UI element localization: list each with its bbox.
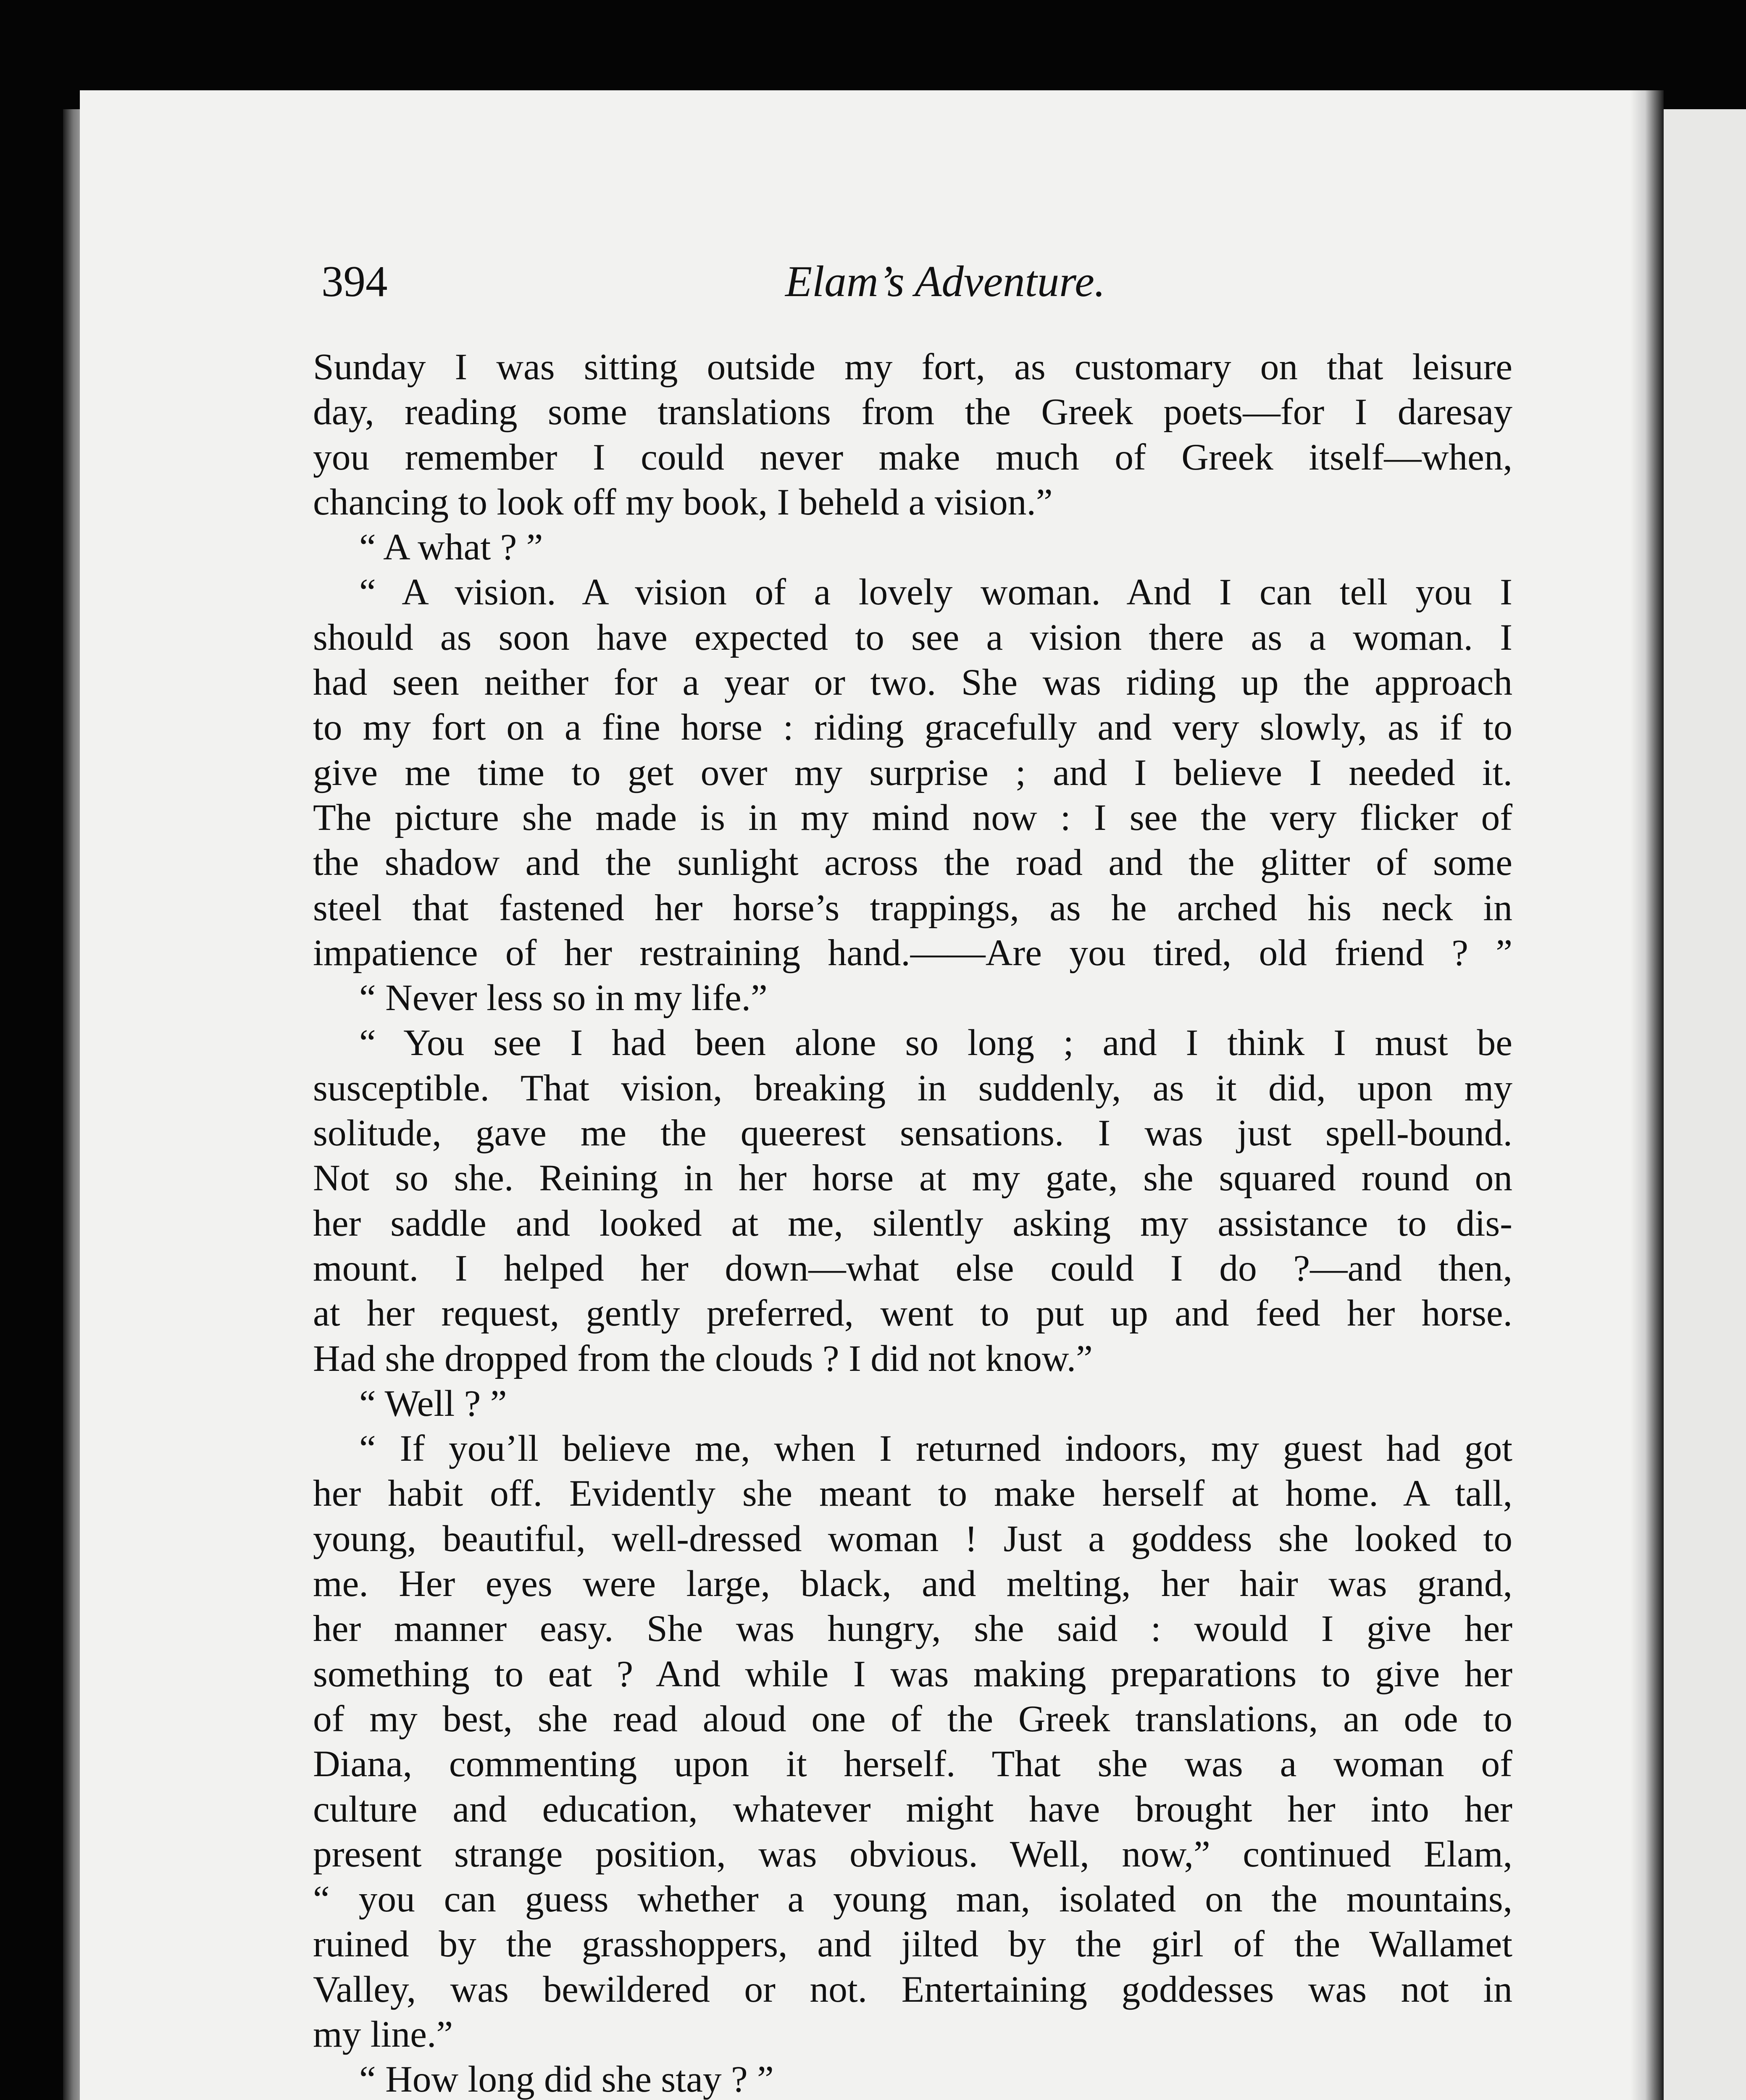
body-text (313, 344, 1512, 2100)
text-line: at her request, gently preferred, went to put up and feed her horse. (313, 1292, 1512, 1334)
running-title: Elam’s Adventure. (785, 257, 1106, 306)
text-line: impatience of her restraining hand.——Are you tired, old friend ? ” (313, 932, 1512, 974)
text-line: present strange position, was obvious. Well, now,” continued Elam, (313, 1833, 1512, 1875)
text-line: “ How long did she stay ? ” (359, 2058, 774, 2100)
text-line: “ If you’ll believe me, when I returned indoors, my guest had got (359, 1428, 1512, 1470)
text-line: “ Well ? ” (359, 1382, 507, 1424)
text-line: Had she dropped from the clouds ? I did not know.” (313, 1337, 1093, 1379)
text-line: Not so she. Reining in her horse at my gate, she squared round on (313, 1157, 1512, 1199)
text-line: “ A vision. A vision of a lovely woman. And I can tell you I (359, 571, 1512, 613)
text-line: to my fort on a fine horse : riding gracefully and very slowly, as if to (313, 706, 1512, 748)
text-line: susceptible. That vision, breaking in suddenly, as it did, upon my (313, 1067, 1512, 1109)
text-line: day, reading some translations from the Greek poets—for I daresay (313, 391, 1512, 433)
text-line: young, beautiful, well-dressed woman ! Just a goddess she looked to (313, 1517, 1512, 1559)
page-number: 394 (321, 257, 388, 306)
page-header (321, 252, 1519, 311)
text-line: Sunday I was sitting outside my fort, as customary on that leisure (313, 346, 1512, 388)
text-line: “ A what ? ” (359, 526, 543, 568)
text-line: give me time to get over my surprise ; and I believe I needed it. (313, 751, 1512, 793)
text-line: solitude, gave me the queerest sensations. I was just spell-bound. (313, 1112, 1512, 1154)
text-line: her habit off. Evidently she meant to make herself at home. A tall, (313, 1473, 1512, 1515)
text-line: the shadow and the sunlight across the road and the glitter of some (313, 842, 1512, 884)
text-line: should as soon have expected to see a vision there as a woman. I (313, 616, 1512, 658)
text-line: Diana, commenting upon it herself. That she was a woman of (313, 1743, 1512, 1785)
text-line: her manner easy. She was hungry, she said : would I give her (313, 1608, 1512, 1650)
text-line: The picture she made is in my mind now : I see the very flicker of (313, 796, 1512, 838)
text-line: chancing to look off my book, I beheld a vision.” (313, 481, 1053, 523)
text-line: of my best, she read aloud one of the Greek translations, an ode to (313, 1698, 1512, 1740)
text-line: you remember I could never make much of Greek itself—when, (313, 436, 1512, 478)
text-line: mount. I helped her down—what else could I do ?—and then, (313, 1247, 1512, 1289)
facing-page-edge (1664, 109, 1746, 2100)
text-line: Valley, was bewildered or not. Entertaining goddesses was not in (313, 1968, 1512, 2010)
text-line: my line.” (313, 2013, 453, 2055)
text-line: culture and education, whatever might have brought her into her (313, 1788, 1512, 1830)
text-line: “ You see I had been alone so long ; and I think I must be (359, 1022, 1512, 1064)
text-line: “ Never less so in my life.” (359, 977, 768, 1019)
text-line: me. Her eyes were large, black, and melting, her hair was grand, (313, 1563, 1512, 1605)
text-line: “ you can guess whether a young man, isolated on the mountains, (313, 1878, 1512, 1920)
text-line: had seen neither for a year or two. She was riding up the approach (313, 662, 1512, 704)
text-line: something to eat ? And while I was making preparations to give her (313, 1653, 1512, 1695)
gutter-shadow (1630, 90, 1664, 2100)
text-line: steel that fastened her horse’s trappings, as he arched his neck in (313, 887, 1512, 929)
text-line: her saddle and looked at me, silently asking my assistance to dis- (313, 1202, 1512, 1244)
text-line: ruined by the grasshoppers, and jilted by the girl of the Wallamet (313, 1923, 1512, 1965)
